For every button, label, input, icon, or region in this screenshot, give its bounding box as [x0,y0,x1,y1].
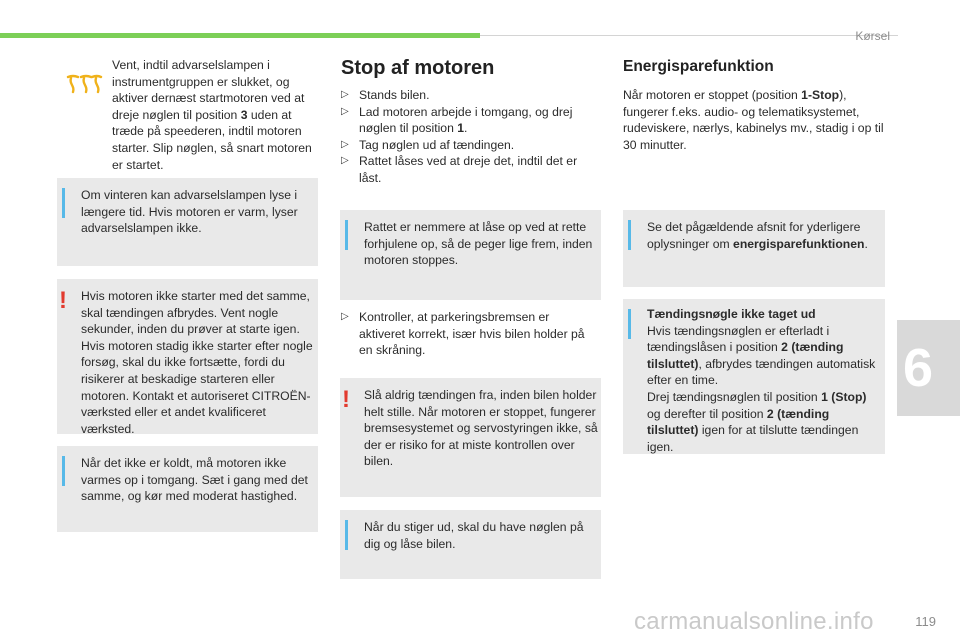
info-box-title: Tændingsnøgle ikke taget ud [647,307,816,321]
info-icon [62,456,65,486]
text-segment: Stands bilen. [359,88,430,102]
info-box-cold [57,446,318,532]
warning-icon: ! [342,386,350,413]
stop-steps-list [341,87,596,187]
info-icon [345,520,348,550]
position-label: 1 (Stop) [821,389,867,404]
text-segment: , afbrydes tændingen automatisk efter en time. [647,356,876,388]
arrow-right-icon: ▷ [341,89,349,100]
chapter-number: 6 [903,338,934,398]
position-label: 3 [240,107,248,122]
chapter-title: Kørsel [855,29,890,43]
warning-icon: ! [59,287,67,314]
info-box-winter [57,178,318,266]
text-segment: uden at træde på speederen, indtil motoren starter. Slip nøglen, så snart motoren er startet. [112,107,312,172]
text-segment: Drej tændingsnøglen til position [647,389,822,404]
list-item [341,153,596,186]
arrow-right-icon: ▷ [341,155,349,167]
info-text [647,306,881,455]
warning-text: Hvis motoren ikke starter med det samme, skal tændingen afbrydes. Vent nogle sekunder, inden du prøver at starte igen. Hvis motoren stadig ikke starter efter nogle forsøg, skal du ikke fortsætte, fordi du risikerer at beskadige starteren eller motoren. Kontakt et autoriseret CITROËN-værksted eller et andet kvalificeret værksted. [81,289,313,436]
glow-plug-instructions [112,57,318,173]
position-label: 1 [457,121,465,136]
text-segment: Tag nøglen ud af tændingen. [359,137,515,152]
info-text: Når du stiger ud, skal du have nøglen på dig og låse bilen. [364,520,584,551]
text-segment: og derefter til position [647,406,767,421]
watermark: carmanualsonline.info [634,608,874,635]
arrow-right-icon: ▷ [341,138,349,150]
info-box-reference [623,210,885,287]
list-item [341,309,596,359]
header-rule [480,35,898,36]
feature-name: energisparefunktionen [733,236,865,251]
text-segment: Lad motoren arbejde i tomgang, og drej nøglen til position [359,104,573,136]
header-accent-bar [0,33,480,38]
arrow-right-icon: ▷ [341,311,349,322]
warning-box-ignition [340,378,601,497]
text-segment: Rattet låses ved at dreje det, indtil det er låst. [359,154,578,185]
brake-step-list [341,309,596,359]
energy-saving-heading: Energisparefunktion [623,58,774,75]
info-icon [62,188,65,218]
arrow-right-icon: ▷ [341,105,349,117]
text-segment: igen for at tilslutte tændingen igen. [647,423,859,454]
text-segment: Når motoren er stoppet (position [623,88,802,102]
page-number: 119 [915,614,936,629]
info-box-steering [340,210,601,300]
text-segment: Kontroller, at parkeringsbremsen er aktiveret korrekt, især hvis bilen holder på en skråning. [359,310,585,358]
info-box-key [340,510,601,579]
list-item [341,104,596,137]
list-item [341,87,596,104]
energy-saving-intro [623,87,885,153]
position-label: 1-Stop [801,88,840,102]
text-segment: Se det pågældende afsnit for yderligere oplysninger om [647,220,861,251]
position-label: 2 (tænding tilsluttet) [647,340,844,371]
warning-box-start [57,279,318,434]
text-segment: . [464,121,468,136]
stop-engine-heading: Stop af motoren [341,57,495,79]
position-label: 2 (tænding tilsluttet) [647,406,830,438]
info-text: Rattet er nemmere at låse op ved at rette forhjulene op, så de peger lige frem, inden motoren stoppes. [364,220,593,268]
text-segment: Vent, indtil advarselslampen i instrumentgruppen er slukket, og aktiver dernæst startmotoren ved at dreje nøglen til position [112,58,305,122]
info-icon [628,309,631,339]
list-item [341,137,596,154]
info-icon [345,220,348,250]
info-text [647,219,881,252]
text-segment: . [864,236,868,251]
info-box-key-left-in [623,299,885,454]
info-text: Om vinteren kan advarselslampen lyse i længere tid. Hvis motoren er varm, lyser advarselslampen ikke. [81,188,298,236]
info-text: Når det ikke er koldt, må motoren ikke varmes op i tomgang. Sæt i gang med det samme, og kør med moderat hastighed. [81,456,308,504]
text-segment: Hvis tændingsnøglen er efterladt i tændingslåsen i position [647,323,830,355]
info-icon [628,220,631,250]
glow-plug-lamp-icon [64,72,104,98]
text-segment: ), fungerer f.eks. audio- og telematiksystemet, rudeviskere, nærlys, kabinelys mv., stadig i op til 30 minutter. [623,88,884,152]
warning-text: Slå aldrig tændingen fra, inden bilen holder helt stille. Når motoren er stoppet, fungerer bremsesystemet og servostyringen ikke, så der er risiko for at miste kontrollen over bilen. [364,388,598,469]
